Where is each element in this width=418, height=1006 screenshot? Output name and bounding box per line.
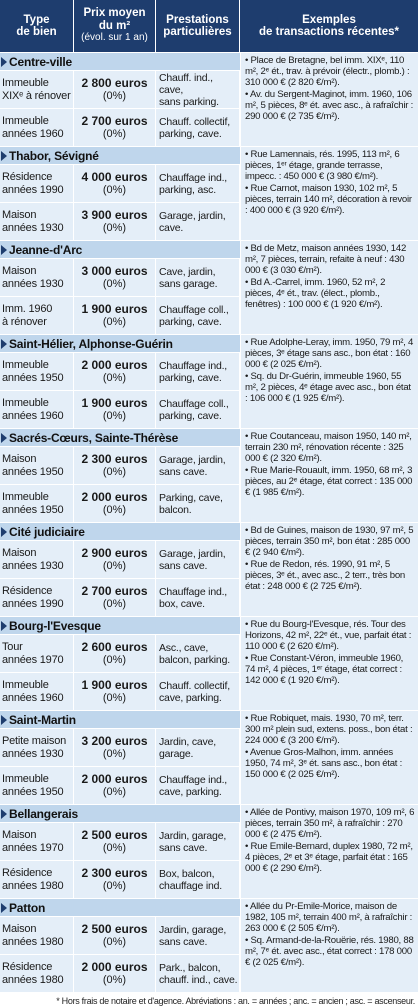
district-name: Thabor, Sévigné: [9, 148, 99, 163]
district-section: [0, 335, 418, 429]
district-left: [0, 429, 240, 522]
transaction-examples: [240, 523, 418, 616]
amenities: Chauffage ind., parking, cave.: [156, 353, 240, 390]
price-value: 2 000 euros: [81, 960, 148, 974]
transaction-example: • Rue Marie-Rouault, imm. 1950, 68 m², 3 pièces, au 2ᵉ étage, état correct : 135 000 € (1 985 €/m²).: [245, 464, 413, 499]
table-row: [0, 578, 240, 616]
table-row: [0, 202, 240, 240]
table-header: [0, 0, 418, 53]
header-type: Type de bien: [0, 0, 74, 52]
property-type: Immeuble années 1950: [0, 353, 74, 390]
price-value: 2 600 euros: [81, 640, 148, 654]
property-type: Maison années 1930: [0, 259, 74, 296]
district-title: [0, 711, 240, 728]
district-left: [0, 523, 240, 616]
district-title: [0, 523, 240, 540]
table-row: [0, 540, 240, 578]
table-row: [0, 916, 240, 954]
district-section: [0, 617, 418, 711]
district-name: Saint-Martin: [9, 712, 76, 727]
transaction-example: • Avenue Gros-Malhon, imm. années 1950, 74 m², 3ᵉ ét. sans asc., bon état : 150 000 € (2 025 €/m²).: [245, 746, 403, 781]
property-type: Résidence années 1980: [0, 861, 74, 898]
property-type: Résidence années 1990: [0, 165, 74, 202]
average-price: [74, 203, 156, 240]
property-type: Résidence années 1990: [0, 579, 74, 616]
table-row: [0, 352, 240, 390]
property-type: Immeuble XIXᵉ à rénover: [0, 71, 74, 108]
table-row: [0, 672, 240, 710]
price-value: 2 000 euros: [81, 490, 148, 504]
property-type: Petite maison années 1930: [0, 729, 74, 766]
property-type: Maison années 1980: [0, 917, 74, 954]
transaction-example: • Rue de Redon, rés. 1990, 91 m², 5 pièces, 3ᵉ ét., avec asc., 2 terr., très bon état : 248 000 € (2 725 €/m²).: [245, 558, 406, 593]
table-row: [0, 70, 240, 108]
header-presta: Prestations particulières: [156, 0, 240, 52]
average-price: [74, 823, 156, 860]
amenities: Chauff. collectif, cave, parking.: [156, 673, 240, 710]
district-name: Cité judiciaire: [9, 524, 85, 539]
district-left: [0, 617, 240, 710]
average-price: [74, 109, 156, 146]
amenities: Jardin, garage, sans cave.: [156, 823, 240, 860]
transaction-example: • Allée de Pontivy, maison 1970, 109 m², 6 pièces, terrain 350 m², à rafraîchir : 270 000 € (2 475 €/m²).: [245, 807, 415, 841]
amenities: Garage, jardin, sans cave.: [156, 447, 240, 484]
table-row: [0, 108, 240, 146]
district-title: [0, 335, 240, 352]
table-row: [0, 446, 240, 484]
amenities: Asc., cave, balcon, parking.: [156, 635, 240, 672]
amenities: Chauffage ind., parking, asc.: [156, 165, 240, 202]
district-left: [0, 335, 240, 428]
price-value: 2 000 euros: [81, 358, 148, 372]
transaction-example: • Sq. Armand-de-la-Rouërie, rés. 1980, 88 m², 7ᵉ ét. avec asc., état correct : 178 000 € (2 025 €/m²).: [245, 934, 414, 969]
district-section: [0, 147, 418, 241]
average-price: [74, 353, 156, 390]
district-left: [0, 147, 240, 240]
table-row: [0, 728, 240, 766]
triangle-bullet-icon: [1, 621, 7, 631]
average-price: [74, 541, 156, 578]
average-price: [74, 861, 156, 898]
property-type: Maison années 1950: [0, 447, 74, 484]
district-name: Bourg-l'Evesque: [9, 618, 101, 633]
price-value: 1 900 euros: [81, 678, 148, 692]
amenities: Chauffage coll., parking, cave.: [156, 391, 240, 428]
header-examples: Exemples de transactions récentes*: [259, 13, 399, 38]
transaction-example: • Bd de Metz, maison années 1930, 142 m², 7 pièces, terrain, refaite à neuf : 430 000 € (3 030 €/m²).: [245, 243, 407, 277]
amenities: Chauffage ind., cave, parking.: [156, 767, 240, 804]
average-price: [74, 165, 156, 202]
table-row: [0, 766, 240, 804]
average-price: [74, 955, 156, 992]
triangle-bullet-icon: [1, 339, 7, 349]
average-price: [74, 71, 156, 108]
average-price: [74, 729, 156, 766]
property-type: Immeuble années 1960: [0, 673, 74, 710]
transaction-examples: [240, 241, 418, 334]
district-name: Bellangerais: [9, 806, 78, 821]
price-evolution: (0%): [102, 503, 127, 516]
price-evolution: (0%): [102, 973, 127, 986]
price-evolution: (0%): [102, 653, 127, 666]
triangle-bullet-icon: [1, 151, 7, 161]
table-row: [0, 296, 240, 334]
triangle-bullet-icon: [1, 57, 7, 67]
district-name: Patton: [9, 900, 46, 915]
average-price: [74, 259, 156, 296]
transaction-example: • Rue Adolphe-Leray, imm. 1950, 79 m², 4 pièces, 3ᵉ étage sans asc., bon état : 160 000 € (2 025 €/m²).: [245, 337, 414, 371]
district-title: [0, 147, 240, 164]
price-value: 1 900 euros: [81, 396, 148, 410]
transaction-example: • Place de Bretagne, bel imm. XIXᵉ, 110 m², 2ᵉ ét., trav. à prévoir (électr., plomb.) : 310 000 € (2 820 €/m²).: [245, 55, 410, 89]
triangle-bullet-icon: [1, 903, 7, 913]
price-evolution: (0%): [102, 879, 127, 892]
district-left: [0, 53, 240, 146]
price-value: 3 000 euros: [81, 264, 148, 278]
amenities: Park., balcon, chauff. ind., cave.: [156, 955, 240, 992]
price-evolution: (0%): [102, 465, 127, 478]
transaction-examples: [240, 805, 418, 898]
price-evolution: (0%): [102, 315, 127, 328]
property-type: Immeuble années 1950: [0, 767, 74, 804]
transaction-examples: [240, 617, 418, 710]
district-title: [0, 53, 240, 70]
district-section: [0, 899, 418, 993]
table-row: [0, 164, 240, 202]
district-title: [0, 899, 240, 916]
table-row: [0, 860, 240, 898]
amenities: Chauffage coll., parking, cave.: [156, 297, 240, 334]
price-evolution: (0%): [102, 89, 127, 102]
property-type: Tour années 1970: [0, 635, 74, 672]
transaction-example: • Rue Coutanceau, maison 1950, 140 m², terrain 230 m², rénovation récente : 325 000 € (2 320 €/m²).: [245, 431, 412, 465]
district-name: Jeanne-d'Arc: [9, 242, 83, 257]
price-evolution: (0%): [102, 747, 127, 760]
price-evolution: (0%): [102, 183, 127, 196]
price-evolution: (0%): [102, 559, 127, 572]
amenities: Jardin, cave, garage.: [156, 729, 240, 766]
header-price: Prix moyen du m² (évol. sur 1 an): [74, 0, 156, 52]
district-title: [0, 617, 240, 634]
sections-container: [0, 53, 418, 993]
district-name: Sacrés-Cœurs, Sainte-Thérèse: [9, 430, 179, 445]
price-value: 2 900 euros: [81, 546, 148, 560]
transaction-examples: [240, 53, 418, 146]
district-section: [0, 429, 418, 523]
district-title: [0, 241, 240, 258]
district-left: [0, 711, 240, 804]
transaction-example: • Sq. du Dr-Guérin, immeuble 1960, 55 m², 2 pièces, 4ᵉ étage avec asc., bon état : 106 000 € (1 925 €/m²).: [245, 370, 411, 405]
table-row: [0, 258, 240, 296]
transaction-examples: [240, 147, 418, 240]
transaction-examples: [240, 335, 418, 428]
price-evolution: (0%): [102, 691, 127, 704]
amenities: Garage, jardin, sans cave.: [156, 541, 240, 578]
average-price: [74, 297, 156, 334]
transaction-example: • Rue Carnot, maison 1930, 102 m², 5 pièces, terrain 140 m², décoration à revoir : 400 000 € (3 920 €/m²).: [245, 182, 412, 217]
price-value: 2 800 euros: [81, 76, 148, 90]
average-price: [74, 917, 156, 954]
amenities: Parking, cave, balcon.: [156, 485, 240, 522]
district-left: [0, 805, 240, 898]
transaction-example: • Rue Lamennais, rés. 1995, 113 m², 6 pièces, 1ᵉʳ étage, grande terrasse, impecc. : 450 000 € (3 980 €/m²).: [245, 149, 400, 183]
amenities: Chauffage ind., box, cave.: [156, 579, 240, 616]
district-section: [0, 241, 418, 335]
amenities: Cave, jardin, sans garage.: [156, 259, 240, 296]
property-type: Immeuble années 1960: [0, 109, 74, 146]
property-type: Immeuble années 1960: [0, 391, 74, 428]
price-value: 2 300 euros: [81, 452, 148, 466]
district-section: [0, 711, 418, 805]
district-section: [0, 523, 418, 617]
table-row: [0, 390, 240, 428]
property-type: Immeuble années 1950: [0, 485, 74, 522]
price-value: 4 000 euros: [81, 170, 148, 184]
price-value: 3 200 euros: [81, 734, 148, 748]
average-price: [74, 635, 156, 672]
property-type: Maison années 1930: [0, 541, 74, 578]
property-type: Maison années 1970: [0, 823, 74, 860]
district-title: [0, 429, 240, 446]
triangle-bullet-icon: [1, 527, 7, 537]
triangle-bullet-icon: [1, 245, 7, 255]
transaction-example: • Av. du Sergent-Maginot, imm. 1960, 106 m², 5 pièces, 8ᵉ ét. avec asc., à rafraîchir : 290 000 € (2 735 €/m²).: [245, 88, 414, 123]
footnote: * Hors frais de notaire et d'agence. Abréviations : an. = années ; anc. = ancien ; asc. = ascenseur.: [56, 996, 415, 1006]
price-value: 2 300 euros: [81, 866, 148, 880]
average-price: [74, 447, 156, 484]
transaction-examples: [240, 711, 418, 804]
district-title: [0, 805, 240, 822]
transaction-example: • Bd A.-Carrel, imm. 1960, 52 m², 2 pièces, 4ᵉ ét., trav. (élect., plomb., fenêtres) : 100 000 € (1 920 €/m²).: [245, 276, 386, 311]
district-name: Centre-ville: [9, 54, 72, 69]
table-row: [0, 822, 240, 860]
transaction-example: • Rue Constant-Véron, immeuble 1960, 74 m², 4 pièces, 1ᵉʳ étage, état correct : 142 000 € (1 920 €/m²).: [245, 652, 404, 687]
amenities: Garage, jardin, cave.: [156, 203, 240, 240]
transaction-examples: [240, 899, 418, 992]
table-row: [0, 954, 240, 992]
triangle-bullet-icon: [1, 809, 7, 819]
transaction-example: • Allée du Pr-Emile-Morice, maison de 1982, 105 m², terrain 400 m², à rafraîchir : 263 000 € (2 505 €/m²).: [245, 901, 413, 935]
price-evolution: (0%): [102, 935, 127, 948]
price-value: 2 700 euros: [81, 114, 148, 128]
amenities: Jardin, garage, sans cave.: [156, 917, 240, 954]
price-evolution: (0%): [102, 841, 127, 854]
transaction-examples: [240, 429, 418, 522]
property-type: Résidence années 1980: [0, 955, 74, 992]
price-evolution: (0%): [102, 277, 127, 290]
district-left: [0, 899, 240, 992]
transaction-example: • Rue Emile-Bernard, duplex 1980, 72 m², 4 pièces, 2ᵉ et 3ᵉ étage, parfait état : 165 000 € (2 290 €/m²).: [245, 840, 413, 875]
transaction-example: • Rue Robiquet, mais. 1930, 70 m², terr. 300 m² plein sud, extens. poss., bon état : 224 000 € (3 200 €/m²).: [245, 713, 413, 747]
average-price: [74, 767, 156, 804]
district-name: Saint-Hélier, Alphonse-Guérin: [9, 336, 173, 351]
price-value: 2 500 euros: [81, 922, 148, 936]
average-price: [74, 673, 156, 710]
price-value: 1 900 euros: [81, 302, 148, 316]
price-evolution: (0%): [102, 371, 127, 384]
transaction-example: • Bd de Guines, maison de 1930, 97 m², 5 pièces, terrain 350 m², bon état : 285 000 € (2 940 €/m²).: [245, 525, 414, 559]
price-value: 2 500 euros: [81, 828, 148, 842]
property-type: Imm. 1960 à rénover: [0, 297, 74, 334]
district-section: [0, 805, 418, 899]
amenities: Box, balcon, chauffage ind.: [156, 861, 240, 898]
district-section: [0, 53, 418, 147]
average-price: [74, 485, 156, 522]
district-left: [0, 241, 240, 334]
price-evolution: (0%): [102, 597, 127, 610]
table-row: [0, 634, 240, 672]
amenities: Chauff. ind., cave, sans parking.: [156, 71, 240, 108]
table-row: [0, 484, 240, 522]
property-type: Maison années 1930: [0, 203, 74, 240]
amenities: Chauff. collectif, parking, cave.: [156, 109, 240, 146]
triangle-bullet-icon: [1, 433, 7, 443]
average-price: [74, 391, 156, 428]
price-value: 3 900 euros: [81, 208, 148, 222]
price-value: 2 000 euros: [81, 772, 148, 786]
triangle-bullet-icon: [1, 715, 7, 725]
price-value: 2 700 euros: [81, 584, 148, 598]
price-evolution: (0%): [102, 409, 127, 422]
price-evolution: (0%): [102, 127, 127, 140]
price-evolution: (0%): [102, 221, 127, 234]
average-price: [74, 579, 156, 616]
transaction-example: • Rue du Bourg-l'Evesque, rés. Tour des Horizons, 42 m², 22ᵉ ét., vue, parfait état : 110 000 € (2 620 €/m²).: [245, 619, 412, 653]
price-evolution: (0%): [102, 785, 127, 798]
